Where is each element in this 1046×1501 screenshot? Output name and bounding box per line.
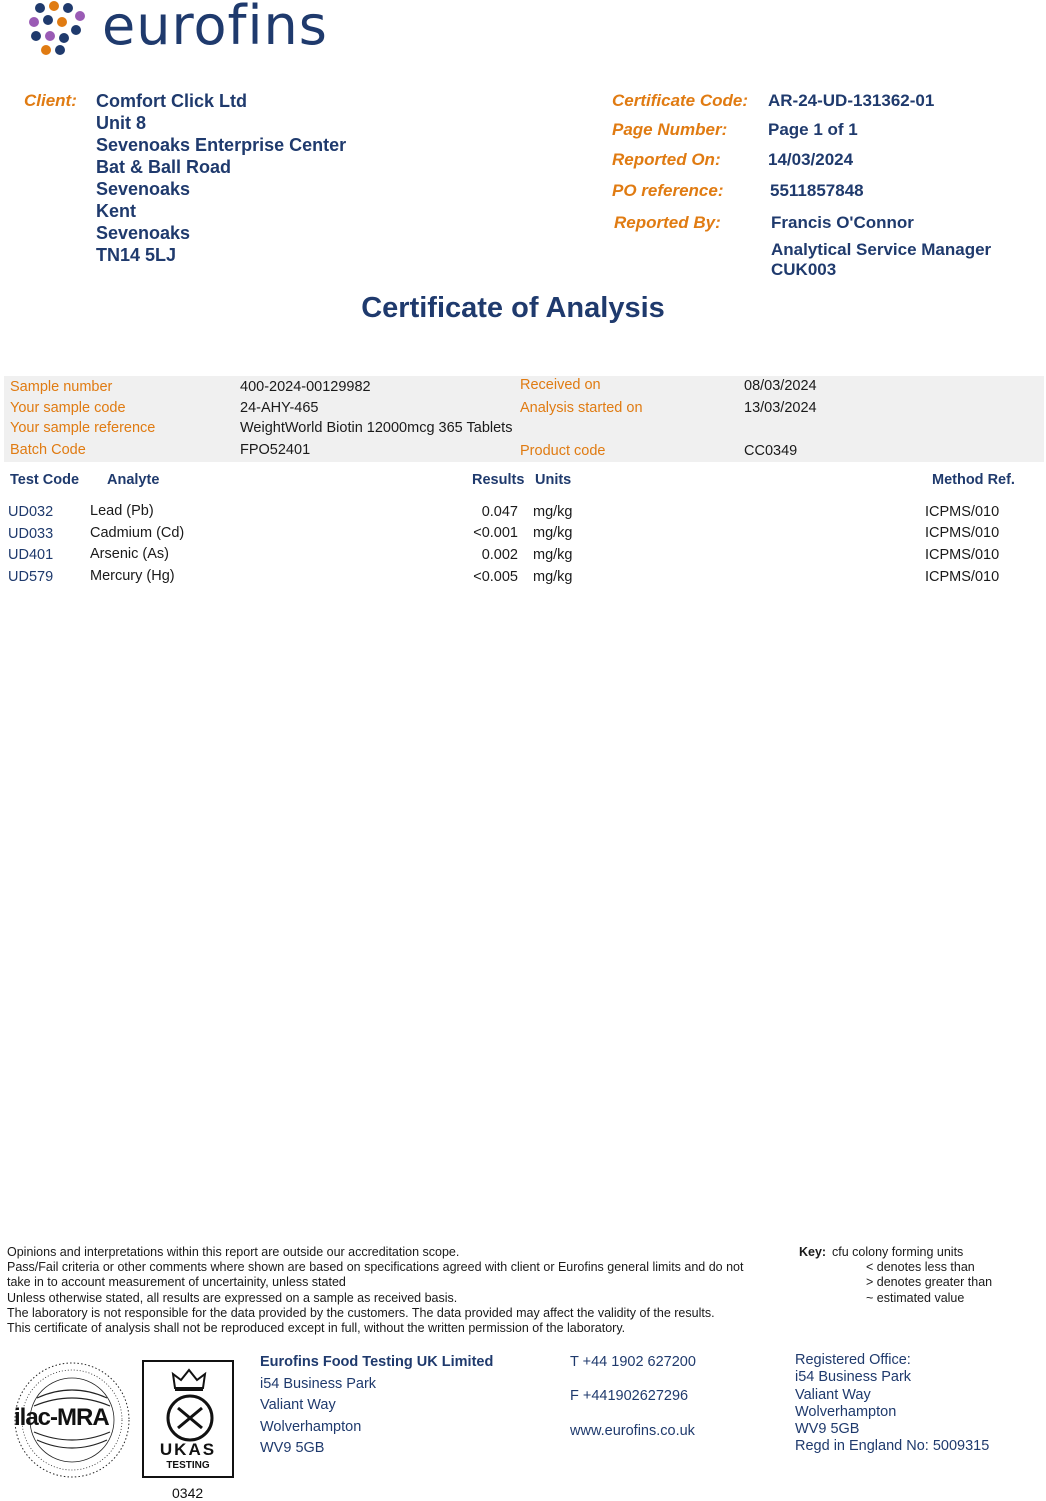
reported-by-code: CUK003 [771, 260, 837, 279]
sample-reference-label: Your sample reference [10, 420, 156, 436]
row-result: 0.002 [481, 547, 518, 563]
document-title: Certificate of Analysis [361, 292, 665, 324]
cert-code-label: Certificate Code: [612, 91, 749, 110]
footer-note-line: Pass/Fail criteria or other comments where shown are based on specifications agreed with client or Eurofins general limits and do not [7, 1260, 744, 1275]
contact-website[interactable]: www.eurofins.co.uk [570, 1423, 695, 1439]
key-list [832, 1245, 992, 1306]
company-address [260, 1352, 493, 1460]
page-number-value: Page 1 of 1 [768, 120, 858, 139]
brand-name: eurofins [102, 0, 328, 57]
contact-phone: T +44 1902 627200 [570, 1354, 696, 1370]
header-units: Units [535, 472, 572, 488]
product-code-value: CC0349 [744, 443, 798, 459]
key-item: > denotes greater than [866, 1275, 993, 1290]
header-test-code: Test Code [10, 472, 80, 488]
row-test-code: UD032 [8, 504, 54, 520]
product-code-label: Product code [520, 443, 606, 459]
client-address [96, 90, 346, 266]
row-result: <0.005 [473, 569, 518, 585]
registered-line: WV9 5GB [795, 1421, 860, 1438]
ukas-logo [142, 1360, 234, 1478]
header-results: Results [472, 472, 525, 488]
received-on-value: 08/03/2024 [744, 378, 817, 394]
header-analyte: Analyte [107, 472, 160, 488]
po-reference-value: 5511857848 [770, 181, 864, 200]
reported-by-title: Analytical Service Manager [771, 240, 992, 259]
client-line: Bat & Ball Road [96, 157, 232, 177]
key-item: ~ estimated value [866, 1290, 965, 1305]
ukas-number: 0342 [172, 1485, 204, 1501]
ukas-emblem-icon [164, 1392, 216, 1444]
row-method: ICPMS/010 [925, 525, 1000, 541]
page-number-label: Page Number: [612, 120, 728, 139]
client-line: TN14 5LJ [96, 245, 177, 265]
eurofins-dots-icon [28, 0, 92, 58]
footer-note-line: take in to account measurement of uncertainity, unless stated [7, 1275, 346, 1290]
footer-note-line: Opinions and interpretations within this report are outside our accreditation scope. [7, 1245, 460, 1259]
analysis-started-value: 13/03/2024 [744, 400, 817, 416]
sample-code-label: Your sample code [10, 400, 126, 416]
registered-line: Wolverhampton [795, 1403, 897, 1420]
table-row [0, 568, 1046, 588]
row-analyte: Lead (Pb) [90, 503, 154, 519]
registered-line: i54 Business Park [795, 1369, 912, 1386]
row-unit: mg/kg [533, 504, 573, 520]
reported-by-label: Reported By: [614, 213, 721, 232]
ilac-mra-logo [12, 1360, 132, 1480]
row-unit: mg/kg [533, 525, 573, 541]
reported-by-name: Francis O'Connor [771, 213, 914, 232]
registered-line: Registered Office: [795, 1352, 911, 1368]
sample-code-value: 24-AHY-465 [240, 400, 319, 416]
registered-line: Valiant Way [795, 1386, 871, 1403]
table-row [0, 503, 1046, 523]
row-test-code: UD401 [8, 547, 54, 563]
batch-code-label: Batch Code [10, 442, 86, 458]
row-analyte: Mercury (Hg) [90, 568, 175, 584]
row-unit: mg/kg [533, 569, 573, 585]
row-method: ICPMS/010 [925, 569, 1000, 585]
row-test-code: UD579 [8, 569, 54, 585]
po-reference-label: PO reference: [612, 181, 724, 200]
sample-reference-value: WeightWorld Biotin 12000mcg 365 Tablets [240, 420, 513, 436]
client-line: Comfort Click Ltd [96, 91, 247, 111]
header-method: Method Ref. [932, 472, 1015, 488]
company-line: WV9 5GB [260, 1440, 325, 1456]
ilac-text: ilac-MRA [14, 1404, 109, 1431]
client-line: Kent [96, 201, 136, 221]
key-item: < denotes less than [866, 1260, 975, 1275]
batch-code-value: FPO52401 [240, 442, 311, 458]
client-label: Client: [24, 91, 77, 110]
row-unit: mg/kg [533, 547, 573, 563]
company-line: i54 Business Park [260, 1375, 377, 1392]
row-result: 0.047 [481, 504, 518, 520]
registered-line: Regd in England No: 5009315 [795, 1438, 990, 1455]
eurofins-logo [28, 0, 328, 58]
ukas-text: UKAS [159, 1440, 217, 1459]
footer-note-line: The laboratory is not responsible for the data provided by the customers. The data provided may affect the validity of the results. [7, 1305, 715, 1320]
company-line: Valiant Way [260, 1397, 336, 1413]
contact-fax: F +441902627296 [570, 1388, 689, 1404]
client-line: Sevenoaks Enterprise Center [96, 135, 347, 155]
footer-note-line: This certificate of analysis shall not be reproduced except in full, without the written permission of the laboratory. [7, 1321, 626, 1336]
cert-code-value: AR-24-UD-131362-01 [768, 91, 935, 110]
sample-number-value: 400-2024-00129982 [240, 379, 371, 395]
client-line: Sevenoaks [96, 179, 191, 199]
table-row [0, 546, 1046, 566]
key-label: Key: [799, 1245, 827, 1259]
analysis-started-label: Analysis started on [520, 400, 643, 416]
client-line: Sevenoaks [96, 223, 191, 243]
row-result: <0.001 [473, 525, 518, 541]
key-item: cfu colony forming units [832, 1245, 964, 1259]
company-name: Eurofins Food Testing UK Limited [260, 1354, 494, 1370]
sample-number-label: Sample number [10, 379, 113, 395]
row-analyte: Cadmium (Cd) [90, 525, 185, 541]
row-analyte: Arsenic (As) [90, 546, 169, 562]
reported-on-label: Reported On: [612, 150, 721, 169]
table-row [0, 525, 1046, 545]
reported-on-value: 14/03/2024 [768, 150, 854, 169]
registered-office [795, 1352, 989, 1456]
crown-icon [169, 1366, 209, 1392]
footer-note-line: Unless otherwise stated, all results are expressed on a sample as received basis. [7, 1290, 458, 1305]
received-on-label: Received on [520, 377, 601, 393]
row-method: ICPMS/010 [925, 547, 1000, 563]
client-line: Unit 8 [96, 113, 147, 133]
row-test-code: UD033 [8, 526, 54, 542]
row-method: ICPMS/010 [925, 504, 1000, 520]
footer-notes [7, 1245, 787, 1336]
ukas-testing-text: TESTING [166, 1460, 210, 1471]
company-line: Wolverhampton [260, 1418, 362, 1435]
